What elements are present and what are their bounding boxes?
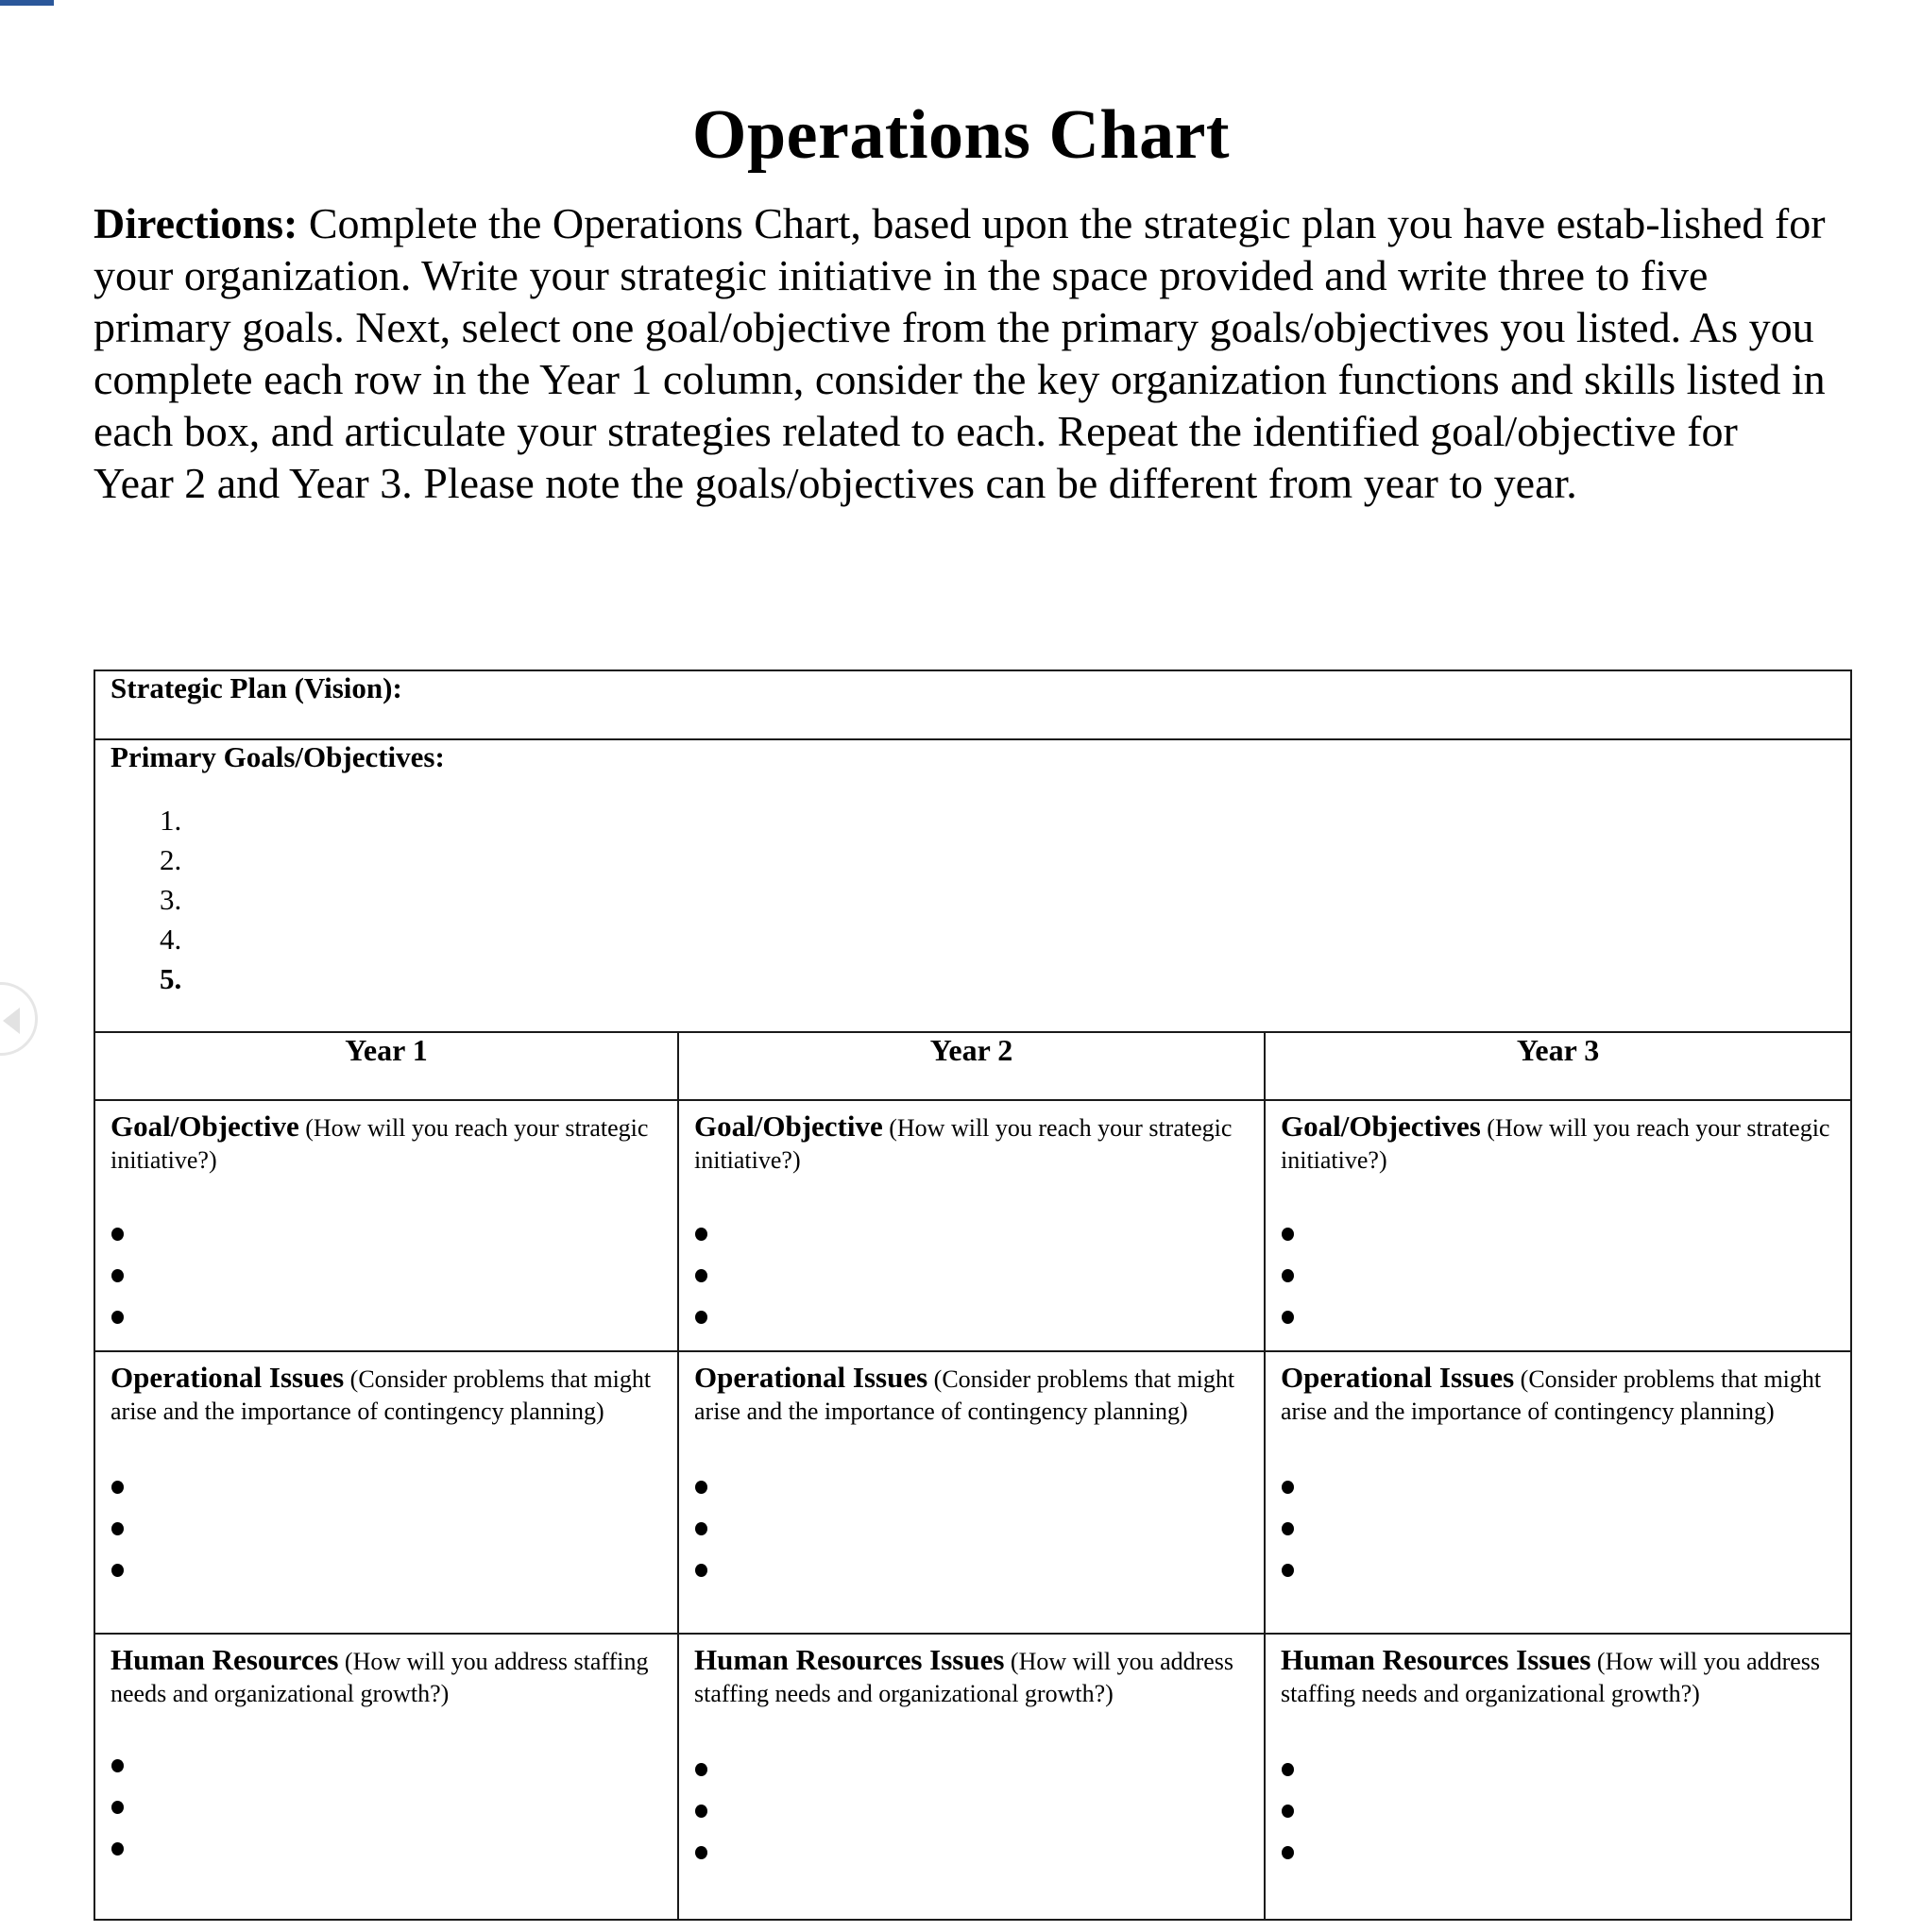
cell-heading: Human Resources xyxy=(111,1643,339,1676)
primary-goals-cell[interactable] xyxy=(94,739,1851,1032)
bullet-item[interactable] xyxy=(1281,1299,1835,1341)
bullet-item[interactable] xyxy=(111,1299,662,1341)
year-3-goal-cell[interactable] xyxy=(1265,1100,1851,1351)
cell-description: (How will you address staffing needs and organizational growth?) xyxy=(1281,1648,1821,1707)
bullet-item[interactable] xyxy=(694,1793,1249,1835)
primary-goals-list xyxy=(111,801,1835,999)
cell-heading: Operational Issues xyxy=(1281,1361,1515,1394)
year-2-hr-cell[interactable] xyxy=(678,1634,1265,1920)
bullet-item[interactable] xyxy=(111,1552,662,1594)
cell-description: (How will you address staffing needs and organizational growth?) xyxy=(694,1648,1234,1707)
bullet-item[interactable] xyxy=(694,1258,1249,1299)
cell-heading: Human Resources Issues xyxy=(1281,1643,1591,1676)
bullet-item[interactable] xyxy=(111,1216,662,1258)
goal-item[interactable]: 5. xyxy=(160,962,182,995)
year-3-operational-cell[interactable] xyxy=(1265,1351,1851,1634)
ribbon-accent-bar xyxy=(0,0,54,6)
cell-description: (How will you reach your strategic initiative?) xyxy=(1281,1114,1830,1174)
bullet-list xyxy=(111,1216,662,1341)
bullet-list xyxy=(111,1748,662,1873)
goal-item[interactable]: 3. xyxy=(160,883,182,916)
cell-heading: Goal/Objective xyxy=(694,1110,883,1143)
bullet-list xyxy=(1281,1469,1835,1594)
operations-chart-table xyxy=(94,669,1852,1921)
cell-description: (Consider problems that might arise and the importance of contingency planning) xyxy=(1281,1365,1822,1425)
bullet-item[interactable] xyxy=(694,1469,1249,1511)
primary-goals-label: Primary Goals/Objectives: xyxy=(111,740,445,773)
year-2-goal-cell[interactable] xyxy=(678,1100,1265,1351)
year-2-operational-cell[interactable] xyxy=(678,1351,1265,1634)
cell-description: (Consider problems that might arise and the importance of contingency planning) xyxy=(111,1365,652,1425)
bullet-item[interactable] xyxy=(111,1789,662,1831)
year-1-goal-cell[interactable] xyxy=(94,1100,678,1351)
directions-paragraph xyxy=(94,197,1827,509)
bullet-list xyxy=(1281,1216,1835,1341)
strategic-plan-label: Strategic Plan (Vision): xyxy=(111,671,402,704)
bullet-item[interactable] xyxy=(1281,1793,1835,1835)
year-1-operational-cell[interactable] xyxy=(94,1351,678,1634)
bullet-item[interactable] xyxy=(694,1752,1249,1793)
cell-description: (How will you reach your strategic initiative?) xyxy=(111,1114,649,1174)
year-1-header: Year 1 xyxy=(94,1032,678,1100)
chevron-left-icon xyxy=(3,1008,20,1034)
bullet-list xyxy=(694,1469,1249,1594)
cell-heading: Human Resources Issues xyxy=(694,1643,1005,1676)
bullet-item[interactable] xyxy=(1281,1511,1835,1552)
cell-description: (Consider problems that might arise and the importance of contingency planning) xyxy=(694,1365,1235,1425)
cell-heading: Operational Issues xyxy=(694,1361,928,1394)
cell-heading: Operational Issues xyxy=(111,1361,345,1394)
back-button[interactable] xyxy=(0,982,38,1056)
cell-heading: Goal/Objectives xyxy=(1281,1110,1481,1143)
bullet-item[interactable] xyxy=(111,1511,662,1552)
bullet-item[interactable] xyxy=(1281,1752,1835,1793)
bullet-item[interactable] xyxy=(111,1831,662,1873)
bullet-item[interactable] xyxy=(694,1299,1249,1341)
goal-item[interactable]: 4. xyxy=(160,923,182,956)
bullet-list xyxy=(694,1216,1249,1341)
year-3-header: Year 3 xyxy=(1265,1032,1851,1100)
bullet-list xyxy=(694,1752,1249,1876)
year-3-hr-cell[interactable] xyxy=(1265,1634,1851,1920)
bullet-list xyxy=(111,1469,662,1594)
directions-label: Directions: xyxy=(94,199,298,247)
bullet-list xyxy=(1281,1752,1835,1876)
cell-description: (How will you reach your strategic initiative?) xyxy=(694,1114,1233,1174)
strategic-plan-cell[interactable] xyxy=(94,670,1851,739)
year-2-header: Year 2 xyxy=(678,1032,1265,1100)
bullet-item[interactable] xyxy=(694,1552,1249,1594)
cell-heading: Goal/Objective xyxy=(111,1110,299,1143)
goal-item[interactable]: 1. xyxy=(160,804,182,837)
goal-item[interactable]: 2. xyxy=(160,843,182,876)
bullet-item[interactable] xyxy=(694,1511,1249,1552)
bullet-item[interactable] xyxy=(694,1835,1249,1876)
bullet-item[interactable] xyxy=(111,1469,662,1511)
bullet-item[interactable] xyxy=(1281,1258,1835,1299)
bullet-item[interactable] xyxy=(1281,1552,1835,1594)
page-title: Operations Chart xyxy=(691,96,1231,174)
cell-description: (How will you address staffing needs and organizational growth?) xyxy=(111,1648,649,1707)
bullet-item[interactable] xyxy=(111,1258,662,1299)
bullet-item[interactable] xyxy=(1281,1216,1835,1258)
bullet-item[interactable] xyxy=(1281,1835,1835,1876)
bullet-item[interactable] xyxy=(111,1748,662,1789)
bullet-item[interactable] xyxy=(1281,1469,1835,1511)
bullet-item[interactable] xyxy=(694,1216,1249,1258)
directions-text: Complete the Operations Chart, based upon the strategic plan you have estab-lished for your organization. Write your strategic initiative in the space provided and write three to five primary goals. Next, select one goal/objective from the primary goals/objectives you listed. As you complete each row in the Year 1 column, consider the key organization functions and skills listed in each box, and articulate your strategies related to each. Repeat the identified goal/objective for Year 2 and Year 3. Please note the goals/objectives can be different from year to year. xyxy=(94,199,1826,507)
year-1-hr-cell[interactable] xyxy=(94,1634,678,1920)
